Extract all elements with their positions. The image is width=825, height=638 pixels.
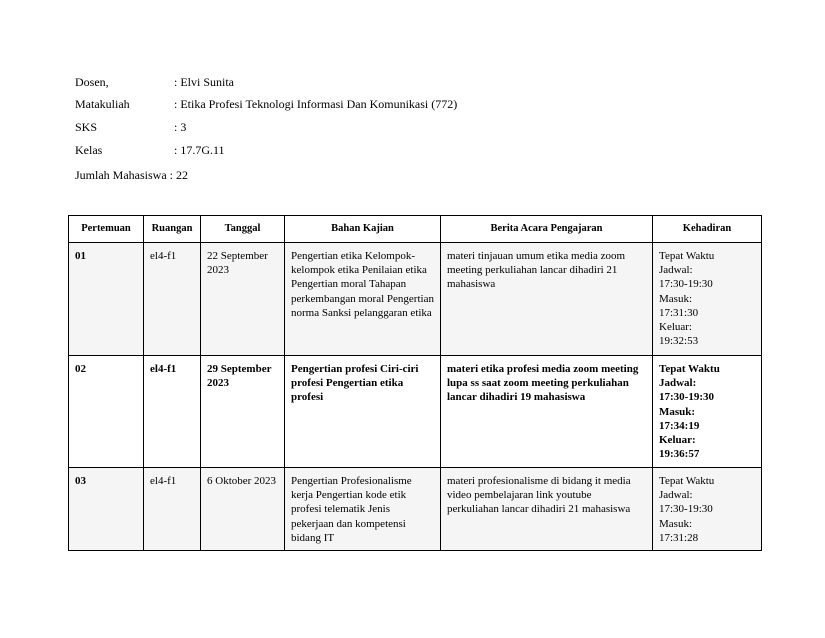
cell-bahan-kajian: Pengertian Profesionalisme kerja Pengertian kode etik profesi telematik Jenis pekerjaan dan kompetensi bidang IT bbox=[285, 468, 441, 551]
info-sks bbox=[75, 120, 186, 134]
info-kelas bbox=[75, 143, 225, 157]
attendance-table bbox=[68, 215, 762, 551]
dosen-value: : Elvi Sunita bbox=[174, 75, 234, 89]
cell-kehadiran: Tepat Waktu Jadwal: 17:30-19:30 Masuk: 17:34:19 Keluar: 19:36:57 bbox=[653, 356, 762, 468]
cell-ruangan: el4-f1 bbox=[144, 468, 201, 551]
header-ruangan: Ruangan bbox=[144, 216, 201, 243]
matakuliah-value: : Etika Profesi Teknologi Informasi Dan Komunikasi (772) bbox=[174, 97, 458, 111]
header-kehadiran: Kehadiran bbox=[653, 216, 762, 243]
cell-tanggal: 29 September 2023 bbox=[201, 356, 285, 468]
cell-tanggal: 6 Oktober 2023 bbox=[201, 468, 285, 551]
table-header-row bbox=[69, 216, 762, 243]
cell-pertemuan: 03 bbox=[69, 468, 144, 551]
info-jumlah-mahasiswa bbox=[75, 168, 188, 182]
cell-pertemuan: 01 bbox=[69, 243, 144, 356]
jumlah-value: : 22 bbox=[169, 168, 188, 182]
cell-tanggal: 22 September 2023 bbox=[201, 243, 285, 356]
table-row bbox=[69, 468, 762, 551]
dosen-label: Dosen, bbox=[75, 75, 109, 89]
cell-berita-acara: materi profesionalisme di bidang it media video pembelajaran link youtube perkuliahan lancar dihadiri 21 mahasiswa bbox=[441, 468, 653, 551]
matakuliah-label: Matakuliah bbox=[75, 97, 130, 111]
jumlah-label: Jumlah Mahasiswa bbox=[75, 168, 167, 182]
table-row bbox=[69, 356, 762, 468]
info-matakuliah bbox=[75, 97, 457, 111]
kelas-label: Kelas bbox=[75, 143, 103, 157]
cell-kehadiran: Tepat Waktu Jadwal: 17:30-19:30 Masuk: 17:31:30 Keluar: 19:32:53 bbox=[653, 243, 762, 356]
header-tanggal: Tanggal bbox=[201, 216, 285, 243]
cell-berita-acara: materi tinjauan umum etika media zoom meeting perkuliahan lancar dihadiri 21 mahasiswa bbox=[441, 243, 653, 356]
header-pertemuan: Pertemuan bbox=[69, 216, 144, 243]
kelas-value: : 17.7G.11 bbox=[174, 143, 225, 157]
cell-berita-acara: materi etika profesi media zoom meeting lupa ss saat zoom meeting perkuliahan lancar dihadiri 19 mahasiswa bbox=[441, 356, 653, 468]
header-bahan-kajian: Bahan Kajian bbox=[285, 216, 441, 243]
cell-bahan-kajian: Pengertian profesi Ciri-ciri profesi Pengertian etika profesi bbox=[285, 356, 441, 468]
info-dosen bbox=[75, 75, 234, 89]
cell-bahan-kajian: Pengertian etika Kelompok-kelompok etika Penilaian etika Pengertian moral Tahapan perkembangan moral Pengertian norma Sanksi pelanggaran etika bbox=[285, 243, 441, 356]
cell-pertemuan: 02 bbox=[69, 356, 144, 468]
sks-value: : 3 bbox=[174, 120, 187, 134]
sks-label: SKS bbox=[75, 120, 98, 134]
table-row bbox=[69, 243, 762, 356]
cell-ruangan: el4-f1 bbox=[144, 243, 201, 356]
cell-kehadiran: Tepat Waktu Jadwal: 17:30-19:30 Masuk: 17:31:28 bbox=[653, 468, 762, 551]
cell-ruangan: el4-f1 bbox=[144, 356, 201, 468]
header-berita-acara: Berita Acara Pengajaran bbox=[441, 216, 653, 243]
